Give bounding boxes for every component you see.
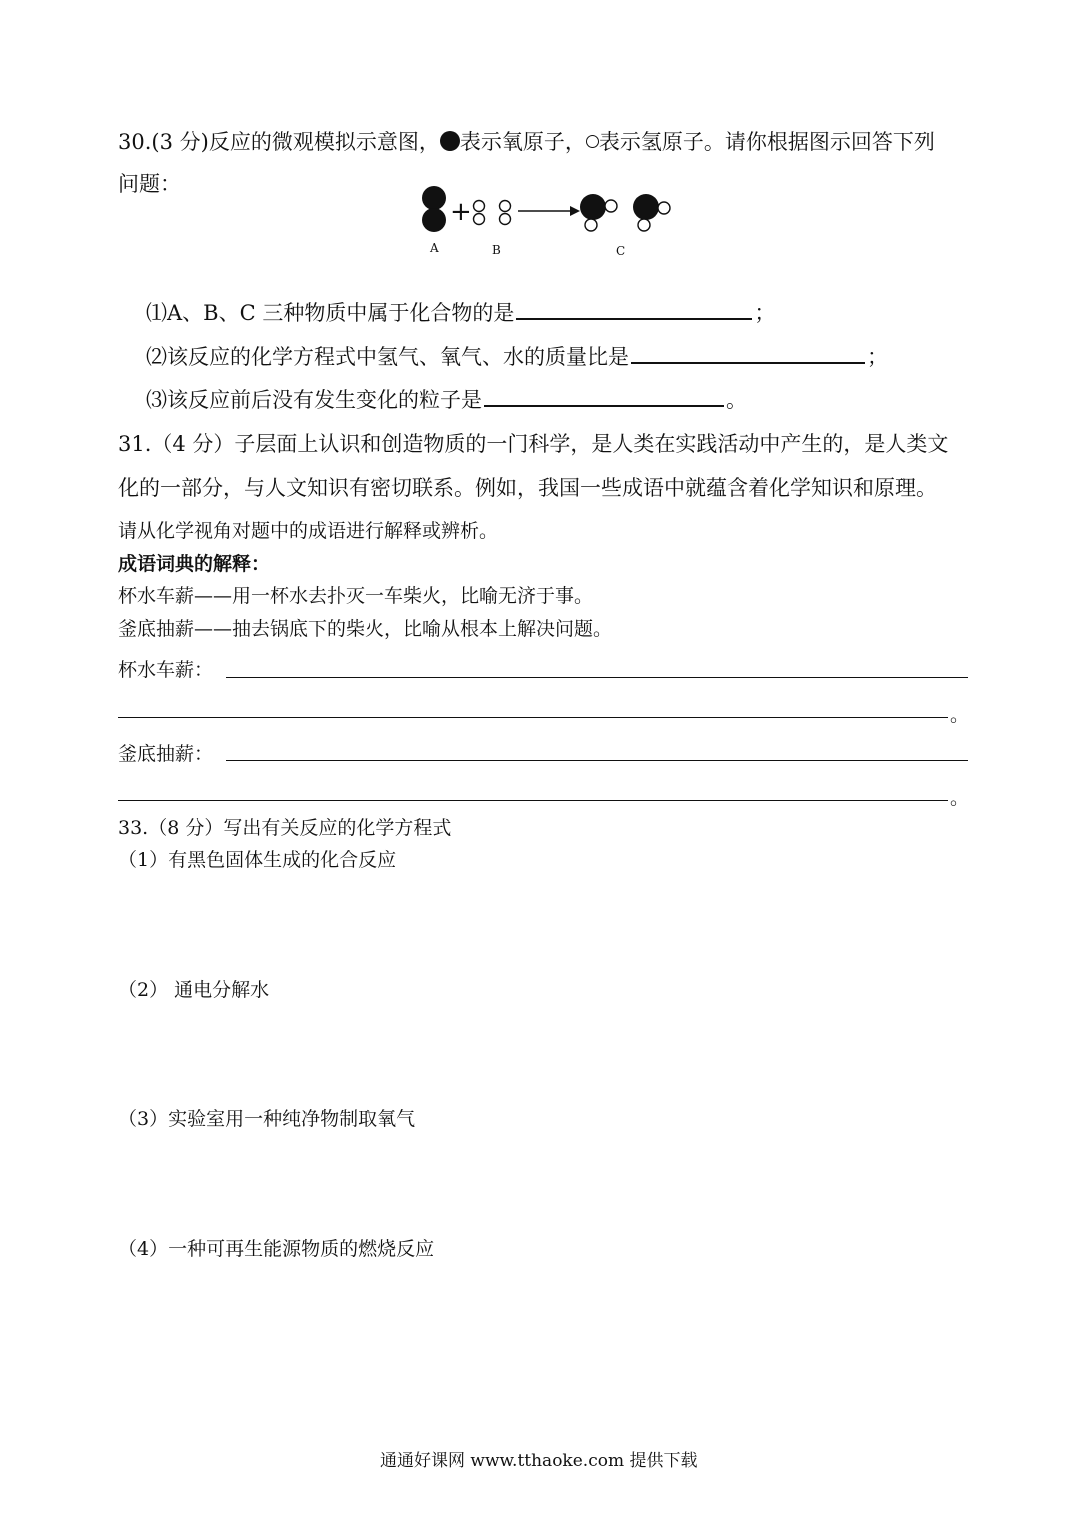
q30-sub3: ⑶该反应前后没有发生变化的粒子是 。 xyxy=(146,388,747,412)
molecule-c-icon xyxy=(580,194,670,231)
q30-sub2: ⑵该反应的化学方程式中氢气、氧气、水的质量比是 ； xyxy=(146,345,888,369)
q31-line1: 31.（4 分）子层面上认识和创造物质的一门科学，是人类在实践活动中产生的，是人类文 xyxy=(118,432,949,456)
q33-item-2: （2） 通电分解水 xyxy=(118,979,270,1001)
idiom-2-definition: 釜底抽薪——抽去锅底下的柴火，比喻从根本上解决问题。 xyxy=(118,618,613,640)
molecule-b-icon xyxy=(474,201,511,225)
reaction-diagram xyxy=(410,180,690,260)
answer-2-period: 。 xyxy=(950,787,970,809)
q31-line3: 请从化学视角对题中的成语进行解释或辨析。 xyxy=(118,520,499,542)
answer-blank-3[interactable] xyxy=(484,404,724,407)
q30-line1: 30.(3 分)反应的微观模拟示意图， 表示氧原子， 表示氢原子。请你根据图示回答下列 xyxy=(118,130,935,154)
q33-title: 33.（8 分）写出有关反应的化学方程式 xyxy=(118,817,452,839)
answer-blank-2[interactable] xyxy=(631,361,865,364)
page-footer: 通通好课网 www.tthaoke.com 提供下载 xyxy=(380,1451,698,1471)
oxygen-atom-icon xyxy=(440,131,460,151)
answer-2-label: 釜底抽薪： xyxy=(118,743,214,765)
answer-2-line-b[interactable] xyxy=(118,800,948,801)
label-c: C xyxy=(616,244,626,258)
hydrogen-atom-icon xyxy=(586,135,599,148)
q33-item-3: （3）实验室用一种纯净物制取氧气 xyxy=(118,1108,416,1130)
label-b: B xyxy=(492,243,501,257)
label-a: A xyxy=(430,241,439,255)
q30-sub1: ⑴A、B、C 三种物质中属于化合物的是 ； xyxy=(146,301,776,325)
answer-1-label: 杯水车薪： xyxy=(118,659,214,681)
answer-2-line-a[interactable] xyxy=(226,760,968,761)
answer-blank-1[interactable] xyxy=(516,317,752,320)
answer-1-line-a[interactable] xyxy=(226,677,968,678)
reaction-arrow-icon xyxy=(518,206,580,216)
plus-sign: + xyxy=(450,197,472,227)
molecule-a-icon xyxy=(422,186,446,232)
q33-item-4: （4）一种可再生能源物质的燃烧反应 xyxy=(118,1238,435,1260)
idiom-1-definition: 杯水车薪——用一杯水去扑灭一车柴火，比喻无济于事。 xyxy=(118,585,594,607)
answer-1-period: 。 xyxy=(950,704,970,726)
dictionary-heading: 成语词典的解释： xyxy=(118,553,271,575)
answer-1-line-b[interactable] xyxy=(118,717,948,718)
q30-line2: 问题： xyxy=(118,172,181,196)
q33-item-1: （1）有黑色固体生成的化合反应 xyxy=(118,849,397,871)
q31-line2: 化的一部分，与人文知识有密切联系。例如，我国一些成语中就蕴含着化学知识和原理。 xyxy=(118,476,937,500)
